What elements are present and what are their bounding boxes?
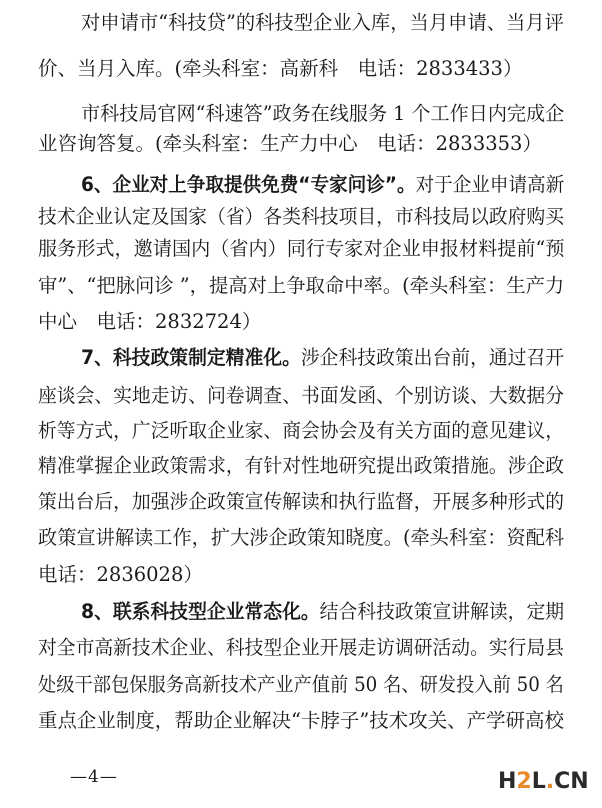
line-text: 电话：2836028）: [38, 563, 203, 586]
text-line-2: [38, 53, 602, 85]
line-text: 重点企业制度，帮助企业解决“卡脖子”技术攻关、产学研高校: [38, 709, 564, 732]
line-text: 座谈会、实地走访、问卷调查、书面发函、个别访谈、大数据分: [38, 384, 565, 407]
page-number: —4—: [70, 767, 118, 787]
line-text: 中心 电话：2832724）: [38, 310, 262, 333]
section-7-heading-line: [81, 342, 602, 374]
watermark-h: H: [498, 768, 517, 794]
line-text: 精准掌握企业政策需求，有针对性地研究提出政策措施。涉企政: [38, 454, 565, 477]
text-line-16: [38, 559, 602, 591]
line-text: 价、当月入库。(牵头科室：高新科 电话：2833433）: [38, 57, 523, 80]
text-line-19: [38, 669, 602, 701]
watermark-dot: .: [545, 768, 555, 794]
line-text: 业咨询答复。(牵头科室：生产力中心 电话：2833353）: [38, 132, 542, 155]
text-line-13: [38, 450, 602, 482]
line-text: 处级干部包保服务高新技术产业产值前 50 名、研发投入前 50 名: [38, 673, 564, 696]
line-text: 服务形式，邀请国内（省内）同行专家对企业申报材料提前“预: [38, 237, 565, 260]
section-6-heading: 6、企业对上争取提供免费“专家问诊”。: [81, 173, 416, 196]
line-text: 涉企科技政策出台前，通过召开: [300, 346, 565, 369]
text-line-8: [38, 270, 602, 302]
section-6-heading-line: [81, 169, 602, 201]
section-8-heading: 8、联系科技型企业常态化。: [81, 600, 320, 623]
line-text: 对全市高新技术企业、科技型企业开展走访调研活动。实行局县: [38, 636, 565, 659]
text-line-11: [38, 380, 602, 412]
text-line-15: [38, 522, 602, 554]
section-8-heading-line: [81, 596, 602, 628]
text-line-20: [38, 705, 602, 737]
line-text: 析等方式，广泛听取企业家、商会协会及有关方面的意见建议，: [38, 419, 565, 442]
watermark-two: 2: [516, 768, 532, 794]
text-line-9: [38, 306, 602, 338]
line-text: 市科技局官网“科速答”政务在线服务 1 个工作日内完成企: [81, 102, 565, 125]
watermark-l: L: [531, 768, 546, 794]
line-text: 对申请市“科技贷”的科技型企业入库，当月申请、当月评: [81, 11, 564, 34]
line-text: 结合科技政策宣讲解读，定期: [319, 600, 565, 623]
section-7-heading: 7、科技政策制定精准化。: [81, 346, 301, 369]
text-line-12: [38, 415, 602, 447]
line-text: 策出台后，加强涉企政策宣传解读和执行监督，开展多种形式的: [38, 490, 565, 513]
text-line-7: [38, 233, 602, 265]
text-line-6: [38, 201, 602, 233]
text-line-4: [38, 128, 602, 160]
line-text: 技术企业认定及国家（省）各类科技项目，市科技局以政府购买: [38, 205, 565, 228]
watermark-cn: CN: [554, 768, 589, 794]
text-line-14: [38, 486, 602, 518]
text-line-18: [38, 632, 602, 664]
text-line-1: [81, 7, 602, 39]
text-line-3: [81, 98, 602, 130]
line-text: 政策宣讲解读工作，扩大涉企政策知晓度。(牵头科室：资配科: [38, 526, 565, 549]
h2l-watermark-logo: [498, 765, 602, 797]
line-text: 对于企业申请高新: [415, 173, 565, 196]
line-text: 审”、“把脉问诊 ”，提高对上争取命中率。(牵头科室：生产力: [38, 274, 565, 297]
